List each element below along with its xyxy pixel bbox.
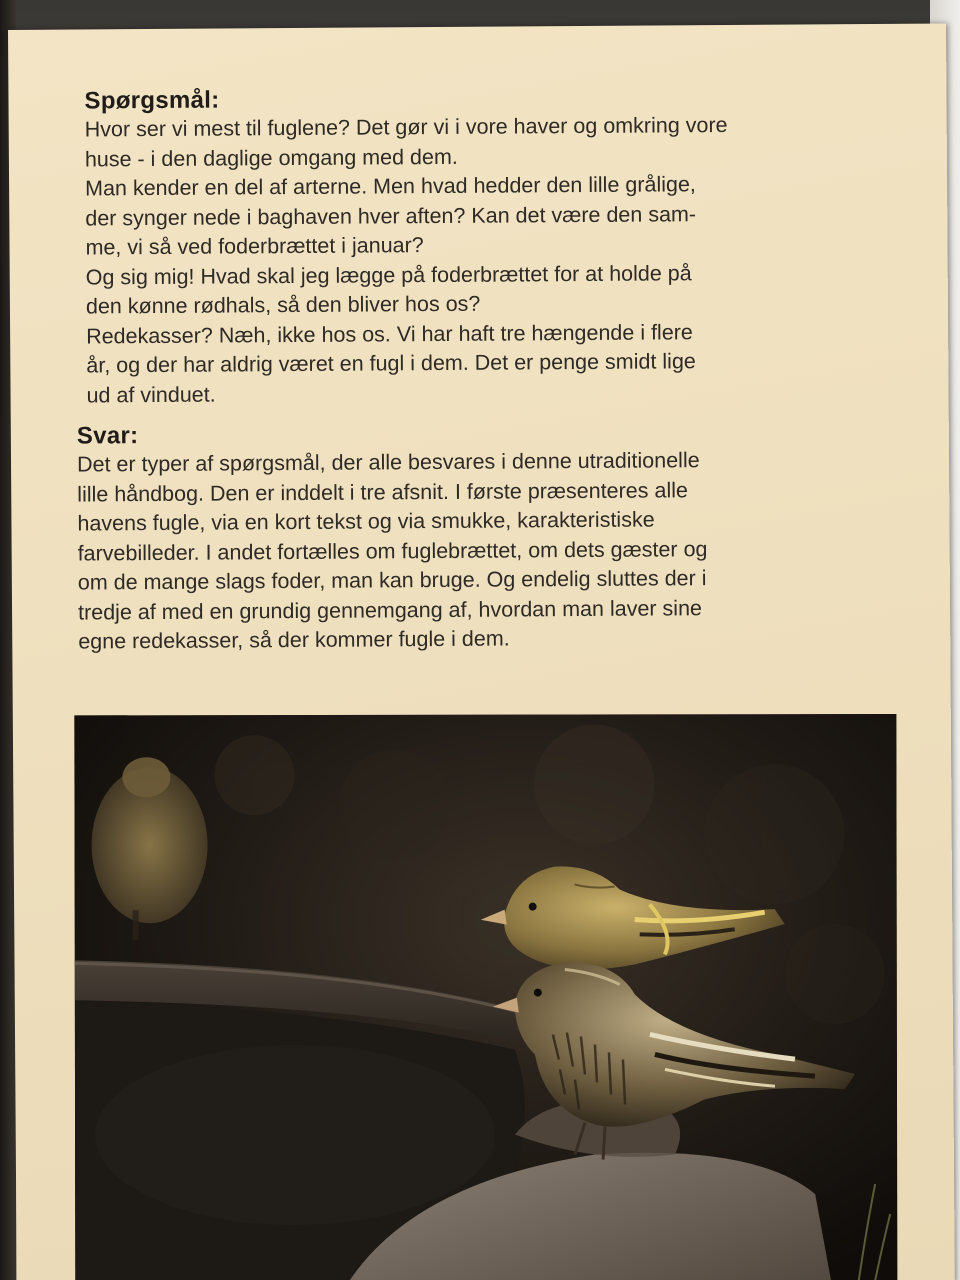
answer-line: havens fugle, via en kort tekst og via smukke, karakteristiske [77,507,655,536]
book-back-cover [8,23,955,1280]
answer-line: tredje af med en grundig gennemgang af, hvordan man laver sine [77,595,703,625]
answer-heading: Svar: [76,422,139,450]
question-heading: Spørgsmål: [84,86,220,115]
answer-line: lille håndbog. Den er inddelt i tre afsnit. I første præsenteres alle [77,477,688,507]
bird-photo-illustration [74,714,897,1280]
question-line: der synger nede i baghaven hver aften? Kan det være den sam- [85,201,697,230]
answer-line: farvebilleder. I andet fortælles om fuglebrættet, om dets gæster og [77,536,708,566]
question-section [84,83,729,410]
answer-section [77,418,708,657]
question-line: Og sig mig! Hvad skal jeg lægge på foderbrættet for at holde på [85,260,692,289]
answer-line: om de mange slags foder, man kan bruge. Og endelig sluttes der i [77,566,707,595]
question-line: Man kender en del af arterne. Men hvad hedder den lille grålige, [85,172,696,201]
question-line: Hvor ser vi mest til fuglene? Det gør vi i vore haver og omkring vore [84,112,728,142]
answer-line: Det er typer af spørgsmål, der alle besvares i denne utraditionelle [76,448,700,477]
question-line: den kønne rødhals, så den bliver hos os? [85,291,481,319]
question-line: me, vi så ved foderbrættet i januar? [85,233,424,260]
bird-photo [74,714,897,1280]
answer-paragraph [77,446,708,657]
question-paragraph [85,111,730,410]
answer-line: egne redekasser, så der kommer fugle i dem. [78,626,510,654]
question-line: huse - i den daglige omgang med dem. [84,144,458,171]
question-line: Redekasser? Næh, ikke hos os. Vi har haft tre hængende i flere [86,319,693,348]
question-line: ud af vinduet. [86,382,216,407]
question-line: år, og der har aldrig været en fugl i dem. Det er penge smidt lige [86,349,696,378]
